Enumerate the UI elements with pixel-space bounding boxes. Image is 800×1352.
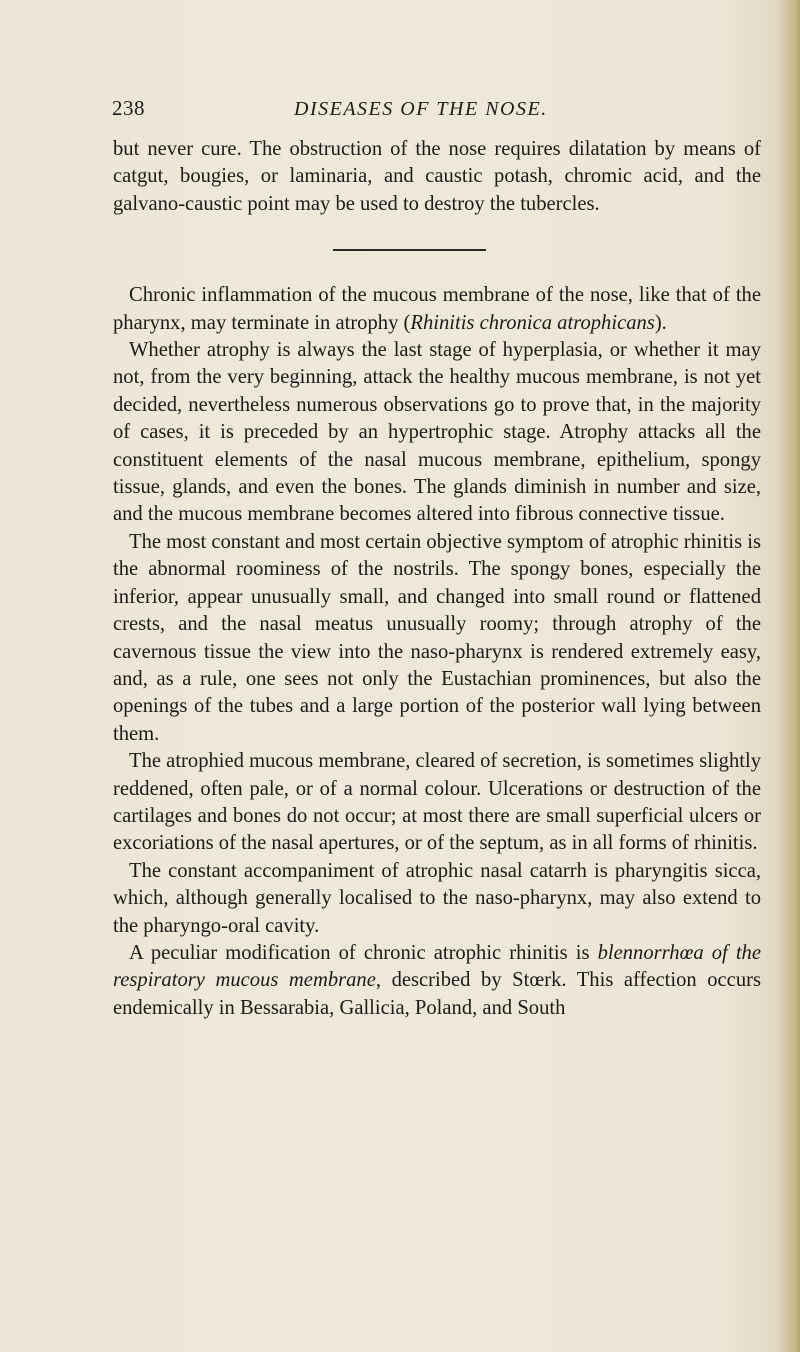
paragraph-objective-symptom: The most constant and most certain objective symptom of atrophic rhinitis is the abnormal roominess of the nostrils. The spongy bones, especially the inferior, appear unusually small, and changed into small round or flattened crests, and the nasal meatus unusually roomy; through atrophy of the cavernous tissue the view into the naso-pharynx is rendered extremely easy, and, as a rule, one sees not only the Eustachian prominences, but also the openings of the tubes and a large portion of the posterior wall lying between them. (113, 530, 761, 745)
page-number: 238 (112, 96, 145, 120)
paragraph-continuation: but never cure. The obstruction of the nose requires dilatation by means of catgut, bougies, or laminaria, and caustic potash, chromic acid, and the galvano-caustic point may be used to destroy the tubercles. (113, 138, 761, 215)
italic-term: Rhinitis chronica atrophicans (410, 311, 655, 334)
section-divider (333, 249, 486, 251)
paragraph-pharyngitis-sicca: The constant accompaniment of atrophic nasal catarrh is pharyngitis sicca, which, although generally localised to the naso-pharynx, may also extend to the pharyngo-oral cavity. (113, 859, 761, 937)
page-edge (786, 0, 800, 1352)
paragraph-blennorrhoea (113, 940, 761, 1022)
running-head: DISEASES OF THE NOSE. (294, 98, 548, 120)
page-header (112, 96, 752, 130)
paragraph-atrophied-membrane: The atrophied mucous membrane, cleared of secretion, is sometimes slightly reddened, often pale, or of a normal colour. Ulcerations or destruction of the cartilages and bones do not occur; at most there are small superficial ulcers or excoriations of the nasal apertures, or of the septum, as in all forms of rhinitis. (113, 750, 761, 855)
italic-term: blennorrhœa of the respiratory mucous membrane (113, 941, 761, 992)
paragraph-text: A peculiar modification of chronic atrophic rhinitis is (129, 941, 598, 964)
paragraph-text: Chronic inflammation of the mucous membrane of the nose, like that of the pharynx, may terminate in atrophy ( (113, 284, 761, 334)
body-text (113, 136, 761, 1022)
paragraph-text: ). (654, 311, 667, 334)
paragraph-chronic-inflammation (113, 282, 761, 337)
paragraph-whether-atrophy: Whether atrophy is always the last stage of hyperplasia, or whether it may not, from the very beginning, attack the healthy mucous membrane, is not yet decided, nevertheless numerous observations go to prove that, in the majority of cases, it is preceded by an hypertrophic stage. Atrophy attacks all the constituent elements of the nasal mucous membrane, epithelium, spongy tissue, glands, and even the bones. The glands diminish in number and size, and the mucous membrane becomes altered into fibrous connective tissue. (113, 339, 761, 526)
paragraph-text: , described by Stœrk. This affection occurs endemically in Bessarabia, Gallicia, Poland, and South (113, 969, 761, 1019)
